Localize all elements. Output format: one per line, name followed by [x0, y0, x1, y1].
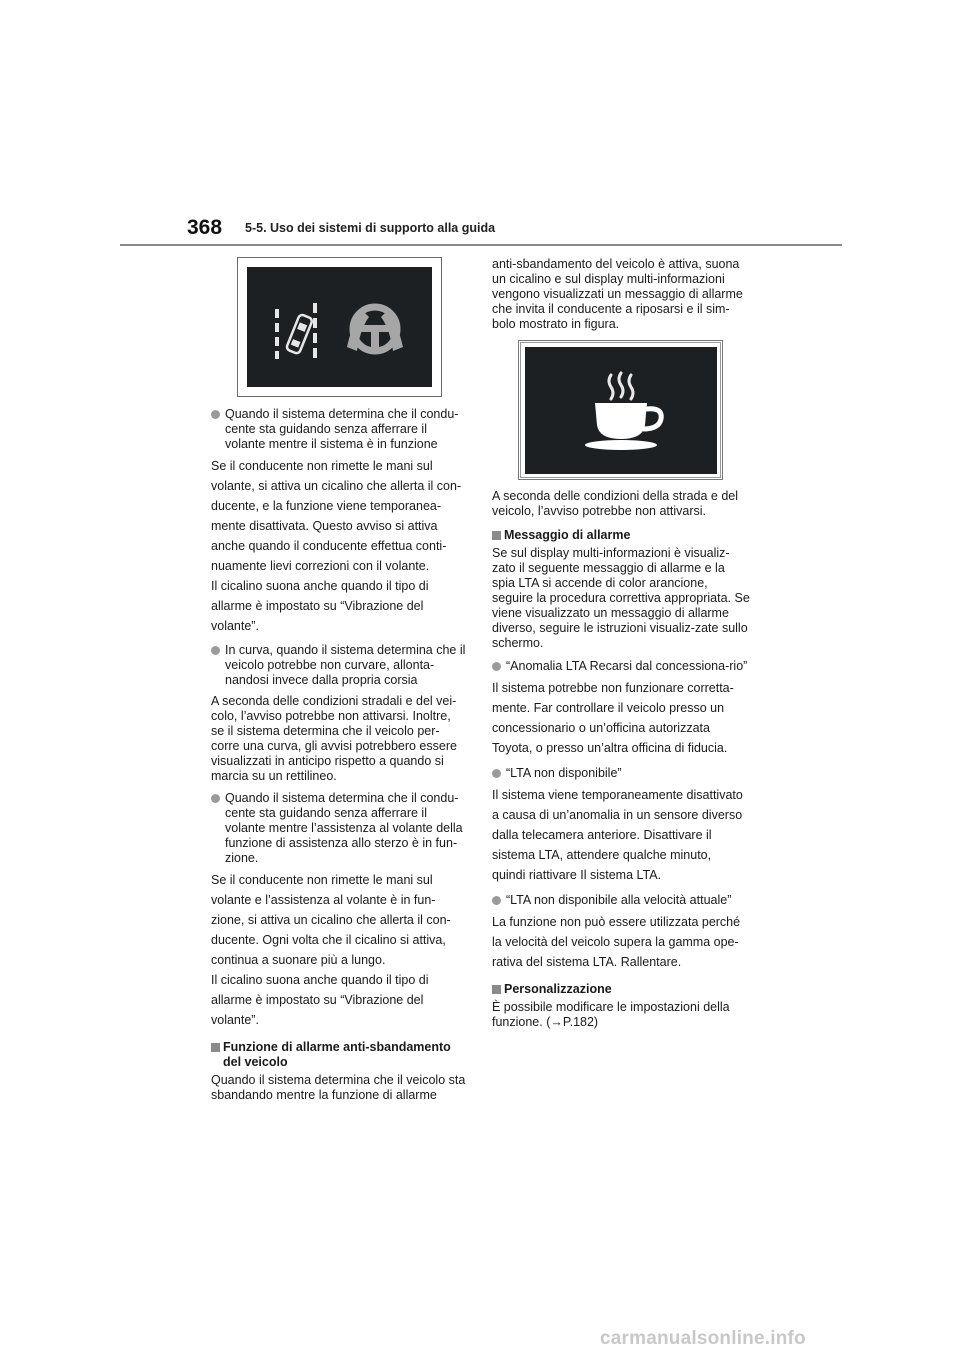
- bullet-hands-off: [211, 407, 467, 452]
- paragraph: anti-sbandamento del veicolo è attiva, suona un cicalino e sul display multi-informazioni vengono visualizzati un messaggio di allarme che invita il conducente a riposarsi e il sim-bolo mostrato in figura.: [492, 257, 743, 331]
- paragraph-line: Il cicalino suona anche quando il tipo di: [211, 973, 429, 987]
- heading-text: Messaggio di allarme: [504, 528, 631, 542]
- figure-lane-hands-off: [237, 257, 442, 397]
- paragraph-line: Il cicalino suona anche quando il tipo di: [211, 579, 429, 593]
- heading-text: Funzione di allarme anti-sbandamento del veicolo: [223, 1040, 451, 1069]
- paragraph-line: zione, si attiva un cicalino che allerta il con-: [211, 913, 451, 927]
- header-divider: [120, 244, 842, 246]
- paragraph-line: volante e l’assistenza al volante è in fun-: [211, 893, 436, 907]
- bullet-lta-malfunction: [492, 659, 750, 674]
- page-number: 368: [187, 216, 223, 239]
- heading-square-icon: [492, 531, 501, 540]
- paragraph-line: ducente, e la funzione viene temporanea-: [211, 499, 442, 513]
- paragraph-line: volante”.: [211, 1013, 259, 1027]
- bullet-curve: [211, 643, 467, 688]
- lane-departure-hands-off-icon: [247, 267, 432, 387]
- paragraph-line: ducente. Ogni volta che il cicalino si attiva,: [211, 933, 446, 947]
- paragraph: A seconda delle condizioni della strada e del veicolo, l’avviso potrebbe non attivarsi.: [492, 489, 739, 518]
- bullet-text: Quando il sistema determina che il condu-cente sta guidando senza afferrare il volante mentre il sistema è in funzione: [225, 407, 459, 451]
- heading-sway-warning: [211, 1040, 467, 1070]
- paragraph: A seconda delle condizioni stradali e del vei-colo, l’avviso potrebbe non attivarsi. Inoltre, se il sistema determina che il veicolo per-corre una curva, gli avvisi potrebbero essere visualizzati in anticipo rispetto a quando si marcia su un rettilineo.: [211, 694, 457, 783]
- bullet-dot-icon: [492, 896, 501, 905]
- paragraph: È possibile modificare le impostazioni della funzione. (→P.182): [492, 1000, 730, 1029]
- paragraph: Quando il sistema determina che il veicolo sta sbandando mentre la funzione di allarme: [211, 1073, 466, 1102]
- heading-customization: [492, 982, 750, 997]
- bullet-lta-unavailable: [492, 766, 750, 781]
- bullet-text: “LTA non disponibile alla velocità attuale”: [506, 893, 732, 907]
- bullet-dot-icon: [211, 794, 220, 803]
- bullet-dot-icon: [211, 410, 220, 419]
- display-screen: [247, 267, 432, 387]
- paragraph-line: a causa di un’anomalia in un sensore diverso: [492, 808, 743, 822]
- page-header: [0, 0, 960, 250]
- paragraph-line: concessionario o un’officina autorizzata: [492, 721, 710, 735]
- bullet-lta-speed: [492, 893, 750, 908]
- bullet-dot-icon: [492, 662, 501, 671]
- right-column: [492, 257, 750, 1034]
- left-column: [211, 257, 467, 1107]
- heading-warning-message: [492, 528, 750, 543]
- figure-coffee-cup: [518, 340, 723, 480]
- site-watermark: carmanualsonline.info: [600, 1328, 806, 1349]
- heading-square-icon: [211, 1043, 220, 1052]
- paragraph-line: allarme è impostato su “Vibrazione del: [211, 993, 424, 1007]
- paragraph-line: la velocità del veicolo supera la gamma ope-: [492, 935, 739, 949]
- bullet-dot-icon: [211, 646, 220, 655]
- paragraph-line: rativa del sistema LTA. Rallentare.: [492, 955, 682, 969]
- paragraph-line: nuamente lievi correzioni con il volante.: [211, 559, 430, 573]
- paragraph-line: Il sistema potrebbe non funzionare corretta-: [492, 681, 734, 695]
- bullet-text: “LTA non disponibile”: [506, 766, 622, 780]
- paragraph-line: volante”.: [211, 619, 259, 633]
- bullet-steering-assist: [211, 791, 467, 866]
- paragraph-line: La funzione non può essere utilizzata perché: [492, 915, 741, 929]
- bullet-dot-icon: [492, 769, 501, 778]
- paragraph-line: volante, si attiva un cicalino che allerta il con-: [211, 479, 462, 493]
- paragraph-line: continua a suonare più a lungo.: [211, 953, 386, 967]
- bullet-text: Quando il sistema determina che il condu-cente sta guidando senza afferrare il volante mentre l’assistenza al volante della funzione di assistenza allo sterzo è in fun-zione.: [225, 791, 463, 865]
- heading-text: Personalizzazione: [504, 982, 612, 996]
- bullet-text: “Anomalia LTA Recarsi dal concessiona-rio”: [506, 659, 748, 673]
- paragraph: Se sul display multi-informazioni è visualiz-zato il seguente messaggio di allarme e la spia LTA si accende di color arancione, seguire la procedura correttiva appropriata. Se viene visualizzato un messaggio di allarme diverso, seguire le istruzioni visualiz-zate sullo schermo.: [492, 546, 750, 650]
- paragraph-line: sistema LTA, attendere qualche minuto,: [492, 848, 712, 862]
- heading-square-icon: [492, 985, 501, 994]
- coffee-cup-rest-icon: [525, 347, 717, 474]
- paragraph-line: quindi riattivare Il sistema LTA.: [492, 868, 662, 882]
- display-screen: [525, 347, 717, 474]
- paragraph-line: anche quando il conducente effettua conti-: [211, 539, 447, 553]
- bullet-text: In curva, quando il sistema determina che il veicolo potrebbe non curvare, allonta-nandosi invece dalla propria corsia: [225, 643, 466, 687]
- paragraph-line: allarme è impostato su “Vibrazione del: [211, 599, 424, 613]
- paragraph-line: dalla telecamera anteriore. Disattivare il: [492, 828, 712, 842]
- paragraph-line: Se il conducente non rimette le mani sul: [211, 459, 433, 473]
- paragraph-line: Toyota, o presso un’altra officina di fiducia.: [492, 741, 728, 755]
- paragraph-line: Il sistema viene temporaneamente disattivato: [492, 788, 743, 802]
- section-title: 5-5. Uso dei sistemi di supporto alla guida: [245, 221, 496, 235]
- paragraph-line: Se il conducente non rimette le mani sul: [211, 873, 433, 887]
- paragraph-line: mente. Far controllare il veicolo presso un: [492, 701, 725, 715]
- paragraph-line: mente disattivata. Questo avviso si attiva: [211, 519, 438, 533]
